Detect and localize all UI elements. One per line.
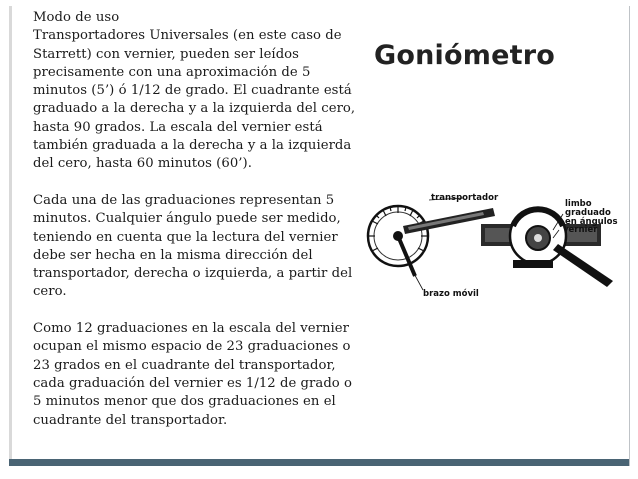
slide-title: Goniómetro xyxy=(374,40,555,71)
label-transportador: transportador xyxy=(431,193,499,203)
body-text xyxy=(33,9,363,430)
paragraph-2: Cada una de las graduaciones representan 5 minutos. Cualquier ángulo puede ser medido, teniendo en cuenta que la lectura del vernier debe ser hecha en la misma dirección del transportador, derecha o izquierda, a partir del cero. xyxy=(33,192,353,300)
transportador-dial xyxy=(368,206,428,276)
slide-left-border xyxy=(9,6,12,466)
bottom-accent-bar xyxy=(9,459,629,466)
goniometer-figure xyxy=(363,186,629,306)
label-vernier: vernier xyxy=(563,225,598,235)
paragraph-3: Como 12 graduaciones en la escala del vernier ocupan el mismo espacio de 23 graduaciones o 23 grados en el cuadrante del transportador, cada graduación del vernier es 1/12 de grado o 5 minutos menor que dos graduaciones en el cuadrante del transportador. xyxy=(33,321,353,428)
paragraph-1: Modo de uso Transportadores Universales (en este caso de Starrett) con vernier, pueden ser leídos precisamente con una aproximación de 5 minutos (5’) ó 1/12 de grado. El cuadrante está graduado a la derecha y a la izquierda del cero, hasta 90 grados. La escala del vernier está también graduada a la derecha y a la izquierda del cero, hasta 60 minutos (60’). xyxy=(33,10,356,172)
label-limbo-graduado: limbo graduado en ángulos xyxy=(565,199,618,227)
label-brazo-movil: brazo móvil xyxy=(423,289,479,299)
